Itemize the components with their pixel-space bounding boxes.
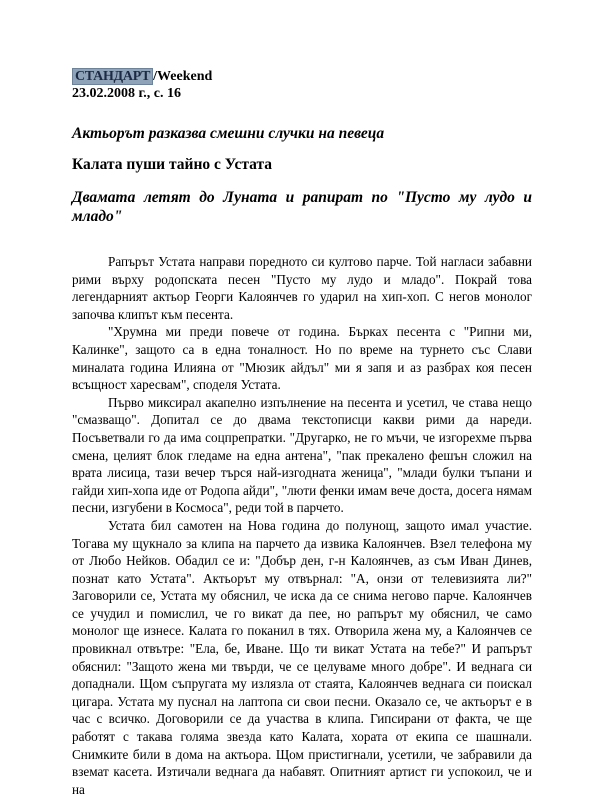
masthead	[72, 68, 212, 102]
headline: Калата пуши тайно с Устата	[72, 156, 273, 173]
dateline: 23.02.2008 г., с. 16	[72, 86, 181, 101]
paragraph: "Хрумна ми преди повече от година. Бърках песента с "Рипни ми, Калинке", защото са в една тоналност. Но по време на турнето със Слави миналата година Илияна от "Мюзик айдъл" ми я запя и аз разбрах коя песен всъщност харесвам", споделя Устата.	[72, 324, 532, 393]
paragraph: Устата бил самотен на Нова година до полунощ, защото имал участие. Тогава му щукнало за клипа на парчето да извика Калоянчев. Взел телефона му от Любо Нейков. Обадил се и: "Добър ден, г-н Калоянчев, аз съм Иван Динев, познат като Устата". Актьорът му отвърнал: "А, онзи от телевизията ли?" Заговорили се, Устата му обяснил, че иска да се снима негово парче. Калоянчев се учудил и помислил, че го викат да пее, но рапърът му обяснил, че само монолог ще изнесе. Калата го поканил в тях. Отворила жена му, а Калоянчев се провикнал отвътре: "Ела, бе, Иване. Що ти викат Устата на тебе?" И рапърът обяснил: "Защото жена ми твърди, че се целуваме много добре". И веднага си допаднали. Щом съпругата му излязла от стаята, Калоянчев веднага си поискал цигара. Устата му пуснал на лаптопа си свои песни. Оказало се, че актьорът е в час с всичко. Договорили се да участва в клипа. Гипсирани от факта, че ще работят с такава голяма звезда като Калата, хората от екипа се шашнали. Снимките били в дома на актьора. Щом пристигнали, усетили, че забравили да вземат касета. Изтичали веднага да набавят. Опитният артист ги успокоил, че и на	[72, 517, 532, 797]
paragraph: Рапърът Устата направи поредното си култово парче. Той нагласи забавни рими върху родопската песен "Пусто му лудо и младо". Покрай това легендарният актьор Георги Калоянчев го ударил на хип-хоп. С негов монолог започва клипът към песента.	[72, 254, 532, 322]
kicker: Актьорът разказва смешни случки на певеца	[72, 125, 385, 142]
article-body	[72, 253, 532, 798]
paragraph: Първо миксирал акапелно изпълнение на песента и усетил, че става нещо "смазващо". Допитал се до двама текстописци какви рими да нареди. Посъветвали го да има соцпрепратки. "Другарко, не го мъчи, че изгорехме първа смена, целият блок гледаме на една антена", "пак прекалено фешън сложил на врата лисица, тази вечер търся най-изгодната женица", "млади булки тъпани и гайди хип-хопа иде от Родопа айди", "люти фенки имам вече доста, досега нямам песни, изгубени в Космоса", реди той в парчето.	[72, 394, 532, 516]
standart-logo: СТАНДАРТ	[72, 68, 153, 85]
section-name: /Weekend	[153, 69, 213, 84]
subheadline: Двамата летят до Луната и рапират по "Пусто му лудо и младо"	[72, 189, 532, 225]
